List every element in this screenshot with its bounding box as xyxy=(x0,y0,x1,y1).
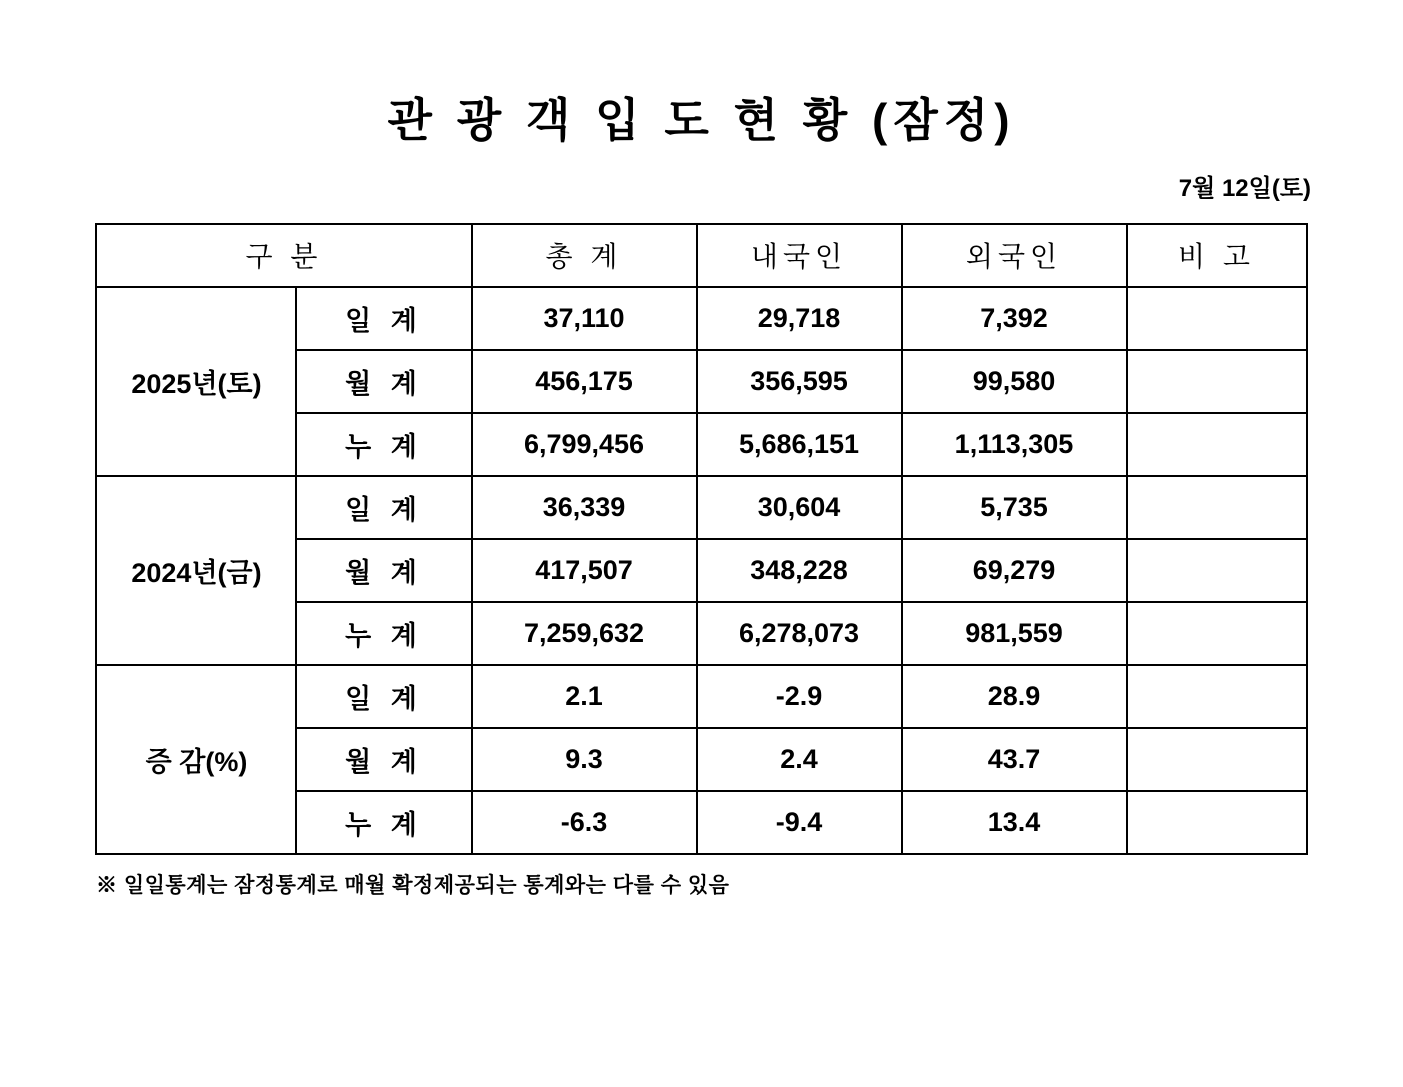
cell-foreign: 43.7 xyxy=(902,728,1127,791)
table-row xyxy=(96,476,1306,539)
cell-note xyxy=(1127,665,1307,728)
group-label-2024: 2024년(금) xyxy=(96,476,296,665)
page-title: 관 광 객 입 도 현 황 (잠정) xyxy=(387,94,1016,146)
cell-domestic: 29,718 xyxy=(697,287,902,350)
cell-domestic: 2.4 xyxy=(697,728,902,791)
cell-foreign: 13.4 xyxy=(902,791,1127,854)
cell-foreign: 5,735 xyxy=(902,476,1127,539)
row-label: 일 계 xyxy=(296,287,471,350)
cell-domestic: 6,278,073 xyxy=(697,602,902,665)
cell-total: 417,507 xyxy=(472,539,697,602)
cell-total: -6.3 xyxy=(472,791,697,854)
header-category: 구 분 xyxy=(96,224,471,287)
cell-domestic: 348,228 xyxy=(697,539,902,602)
cell-foreign: 981,559 xyxy=(902,602,1127,665)
header-note: 비 고 xyxy=(1127,224,1307,287)
header-domestic: 내국인 xyxy=(697,224,902,287)
cell-domestic: 5,686,151 xyxy=(697,413,902,476)
cell-foreign: 69,279 xyxy=(902,539,1127,602)
row-label: 일 계 xyxy=(296,665,471,728)
cell-total: 9.3 xyxy=(472,728,697,791)
row-label: 월 계 xyxy=(296,728,471,791)
row-label: 월 계 xyxy=(296,539,471,602)
tourist-arrivals-table xyxy=(95,223,1307,855)
cell-total: 456,175 xyxy=(472,350,697,413)
cell-note xyxy=(1127,413,1307,476)
row-label: 누 계 xyxy=(296,791,471,854)
cell-foreign: 1,113,305 xyxy=(902,413,1127,476)
row-label: 누 계 xyxy=(296,413,471,476)
cell-note xyxy=(1127,602,1307,665)
group-label-2025: 2025년(토) xyxy=(96,287,296,476)
report-date: 7월 12일(토) xyxy=(1178,174,1311,202)
cell-total: 36,339 xyxy=(472,476,697,539)
cell-total: 2.1 xyxy=(472,665,697,728)
cell-note xyxy=(1127,287,1307,350)
cell-domestic: -9.4 xyxy=(697,791,902,854)
cell-note xyxy=(1127,791,1307,854)
cell-domestic: 30,604 xyxy=(697,476,902,539)
row-label: 월 계 xyxy=(296,350,471,413)
table-header-row xyxy=(96,224,1306,287)
cell-domestic: -2.9 xyxy=(697,665,902,728)
cell-total: 6,799,456 xyxy=(472,413,697,476)
cell-note xyxy=(1127,350,1307,413)
document-page xyxy=(0,95,1403,1087)
header-foreign: 외국인 xyxy=(902,224,1127,287)
table-row xyxy=(96,287,1306,350)
cell-note xyxy=(1127,539,1307,602)
cell-note xyxy=(1127,476,1307,539)
cell-total: 7,259,632 xyxy=(472,602,697,665)
group-label-change: 증 감(%) xyxy=(96,665,296,854)
header-total: 총 계 xyxy=(472,224,697,287)
footnote: ※ 일일통계는 잠정통계로 매월 확정제공되는 통계와는 다를 수 있음 xyxy=(96,873,730,897)
row-label: 누 계 xyxy=(296,602,471,665)
table-row xyxy=(96,665,1306,728)
cell-foreign: 99,580 xyxy=(902,350,1127,413)
cell-domestic: 356,595 xyxy=(697,350,902,413)
cell-foreign: 7,392 xyxy=(902,287,1127,350)
cell-foreign: 28.9 xyxy=(902,665,1127,728)
cell-note xyxy=(1127,728,1307,791)
row-label: 일 계 xyxy=(296,476,471,539)
cell-total: 37,110 xyxy=(472,287,697,350)
